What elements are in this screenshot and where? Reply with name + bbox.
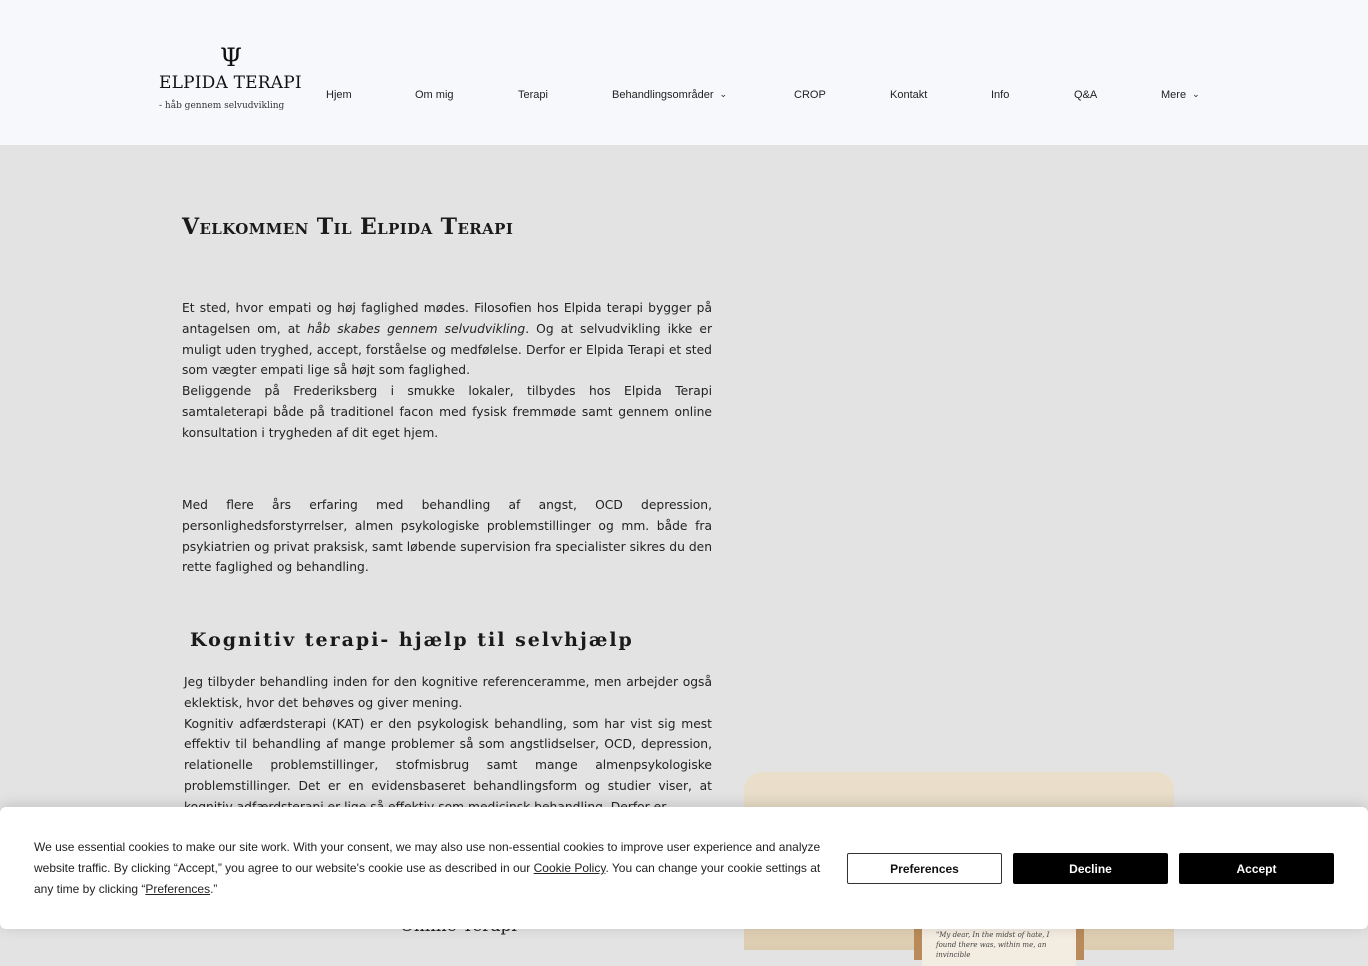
cookie-text-part: .” bbox=[210, 882, 218, 896]
preferences-button[interactable]: Preferences bbox=[847, 853, 1002, 884]
nav-item-crop[interactable]: CROP bbox=[794, 89, 826, 101]
section-title: Kognitiv terapi- hjælp til selvhjælp bbox=[190, 629, 634, 651]
photo-quote: "My dear, In the midst of hate, I found there was, within me, an invincible bbox=[922, 926, 1076, 966]
chevron-down-icon: ⌄ bbox=[719, 89, 728, 99]
nav-item-om-mig[interactable]: Om mig bbox=[415, 89, 454, 101]
nav-item-mere[interactable] bbox=[1161, 88, 1200, 102]
location-text: Beliggende på Frederiksberg i smukke lokaler, tilbydes hos Elpida Terapi samtaleterapi både på traditionel facon med fysisk fremmøde samt gennem online konsultation i trygheden af dit eget hjem. bbox=[182, 384, 712, 440]
logo-title: ELPIDA TERAPI bbox=[159, 73, 302, 93]
cookie-banner bbox=[0, 807, 1368, 929]
preferences-link[interactable]: Preferences bbox=[145, 882, 211, 896]
cookie-text-part: . You can change your cookie settings at any time by clicking “ bbox=[34, 861, 821, 896]
chevron-down-icon: ⌄ bbox=[1192, 89, 1200, 99]
nav-item-qa[interactable]: Q&A bbox=[1074, 89, 1098, 101]
cognitive-text-2: Kognitiv adfærdsterapi (KAT) er den psykologisk behandling, som har vist sig mest effektiv til behandling af mange problemer så som angstlidselser, OCD, depression, relationelle problemstillinger, stofmisbrug samt mange almenpsykologiske problemstillinger. Det er en evidensbaseret behandlingsform og studier viser, at bbox=[184, 716, 712, 793]
logo-subtitle: - håb gennem selvudvikling bbox=[159, 101, 285, 111]
intro-text: Et sted, hvor empati og høj faglighed mødes. Filosofien hos Elpida terapi bygger på antagelsen om, at bbox=[182, 301, 712, 336]
accept-button[interactable]: Accept bbox=[1179, 853, 1334, 884]
cognitive-therapy-paragraph bbox=[184, 672, 712, 818]
experience-paragraph: Med flere års erfaring med behandling af angst, OCD depression, personlighedsforstyrrelser, almen psykologiske problemstillinger og mm. både fra psykiatrien og privat praksisk, samt løbende supervision fra specialister sikres du den rette faglighed og behandling. bbox=[182, 498, 712, 575]
decline-button[interactable]: Decline bbox=[1013, 853, 1168, 884]
nav-label: Mere bbox=[1161, 89, 1187, 101]
nav-item-info[interactable]: Info bbox=[991, 89, 1010, 101]
nav-item-kontakt[interactable]: Kontakt bbox=[890, 89, 928, 101]
cookie-text bbox=[34, 837, 826, 900]
nav-item-terapi[interactable]: Terapi bbox=[518, 89, 548, 101]
intro-text-cont: . Og at selvudvikling ikke er muligt uden tryghed, accept, forståelse og medfølelse. Derfor er Elpida Terapi et sted som vægter empati lige så højt som faglighed. bbox=[182, 321, 713, 378]
site-header bbox=[0, 0, 1368, 145]
page-title: Velkommen Til Elpida Terapi bbox=[182, 214, 514, 240]
nav-item-behandlingsomraader[interactable] bbox=[612, 88, 727, 102]
nav-label: Behandlingsområder bbox=[612, 89, 714, 101]
cookie-policy-link[interactable]: Cookie Policy bbox=[533, 861, 606, 875]
cognitive-text-1: Jeg tilbyder behandling inden for den kognitive referenceramme, men arbejder også eklektisk, hvor det behøves og giver mening. bbox=[184, 675, 712, 710]
intro-paragraph bbox=[182, 298, 712, 444]
psi-icon: Ψ bbox=[220, 43, 242, 72]
nav-item-hjem[interactable]: Hjem bbox=[326, 89, 352, 101]
cookie-text-part: We use essential cookies to make our site work. With your consent, we may also use non-essential cookies to improve user experience and analyze website traffic. By clicking “Accept,” you agree to our website's cookie use as described in our bbox=[34, 840, 821, 875]
intro-emphasis: håb skabes gennem selvudvikling bbox=[307, 321, 526, 336]
